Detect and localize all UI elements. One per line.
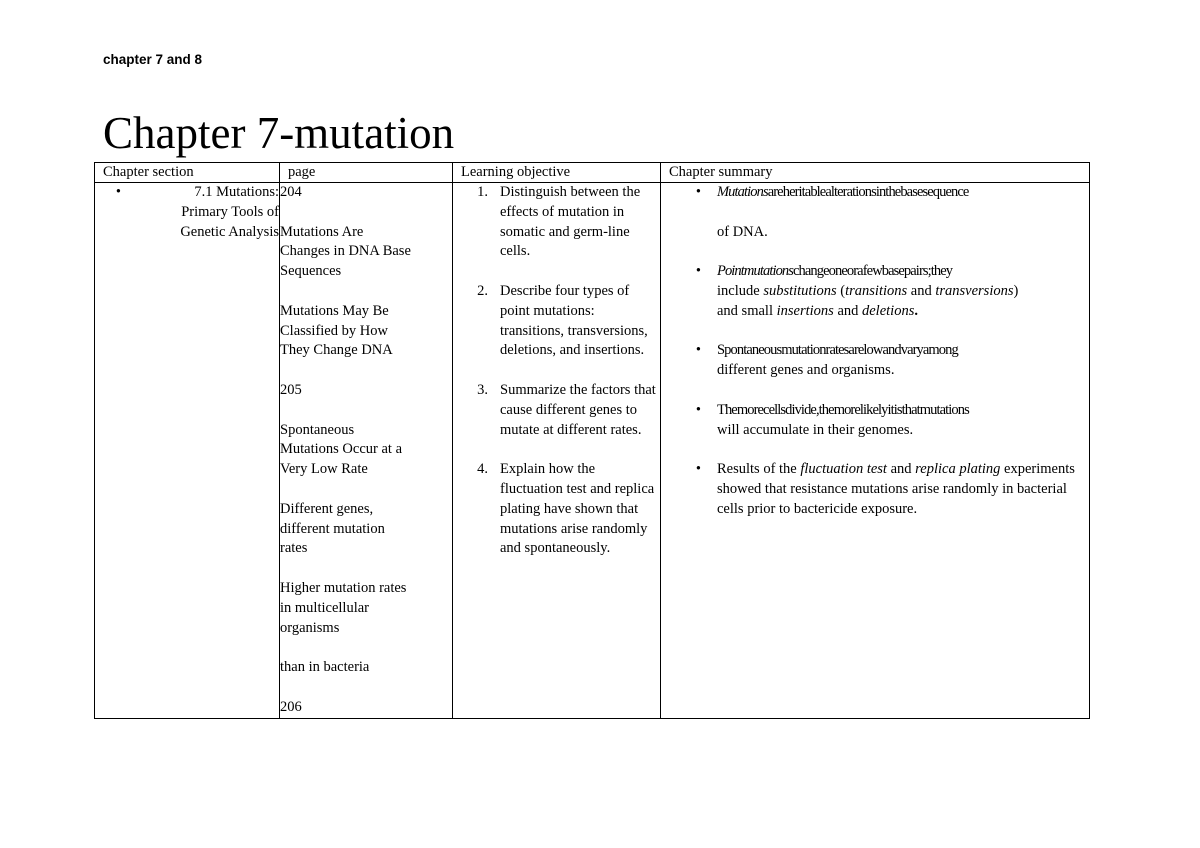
page-line: Classified by How bbox=[280, 322, 388, 339]
summary-text: and bbox=[907, 282, 936, 299]
summary-term: insertions bbox=[776, 302, 834, 319]
objective-text: Explain how the fluctuation test and replica plating have shown that mutations arise randomly and spontaneously. bbox=[500, 461, 655, 557]
bullet-icon: • bbox=[695, 342, 701, 359]
summary-item bbox=[661, 341, 1089, 381]
column-header-section: Chapter section bbox=[95, 163, 280, 183]
summary-text: Results of the bbox=[717, 461, 801, 478]
summary-text: and bbox=[886, 461, 916, 478]
section-line: Genetic Analysis bbox=[180, 223, 279, 240]
chapter-table bbox=[94, 162, 1090, 719]
summary-item bbox=[661, 262, 1089, 321]
summary-text: Spontaneousmutationratesarelowandvaryamong bbox=[717, 342, 958, 359]
column-header-objective: Learning objective bbox=[453, 163, 661, 183]
summary-cell bbox=[661, 183, 1090, 719]
bullet-icon: • bbox=[695, 184, 701, 200]
page-line: Mutations Are bbox=[280, 223, 364, 240]
page-line: Mutations May Be bbox=[280, 302, 389, 319]
objective-item bbox=[453, 460, 660, 559]
summary-term: Pointmutations bbox=[717, 263, 794, 280]
objective-text: Describe four types of point mutations: transitions, transversions, deletions, and insertions. bbox=[500, 282, 648, 359]
page-line: Sequences bbox=[280, 263, 342, 280]
summary-text: . bbox=[914, 302, 918, 319]
table-header-row bbox=[95, 163, 1090, 183]
summary-text: of DNA. bbox=[717, 223, 768, 240]
summary-text: and small bbox=[717, 302, 777, 319]
summary-term: transitions bbox=[845, 282, 908, 299]
page-line: Spontaneous bbox=[280, 421, 355, 438]
page-cell bbox=[280, 183, 453, 719]
section-line: 7.1 Mutations: bbox=[194, 184, 279, 200]
summary-term: deletions bbox=[862, 302, 915, 319]
objective-text: Summarize the factors that cause different genes to mutate at different rates. bbox=[500, 381, 656, 438]
section-bullet-item bbox=[95, 183, 279, 242]
objective-item bbox=[453, 282, 660, 361]
objective-text: Distinguish between the effects of mutation in somatic and germ-line cells. bbox=[500, 184, 641, 260]
summary-item bbox=[661, 401, 1089, 441]
section-line: Primary Tools of bbox=[181, 203, 279, 220]
summary-item bbox=[661, 183, 1089, 242]
page-line: organisms bbox=[280, 619, 340, 636]
bullet-icon: • bbox=[695, 461, 701, 478]
objective-item bbox=[453, 381, 660, 440]
page-title: Chapter 7-mutation bbox=[103, 108, 455, 158]
summary-text: different genes and organisms. bbox=[717, 362, 895, 379]
summary-term: replica plating bbox=[915, 461, 1001, 478]
column-header-page: page bbox=[280, 163, 453, 183]
page-line: rates bbox=[280, 540, 308, 557]
page-line: 206 bbox=[280, 698, 302, 715]
page-line: Mutations Occur at a bbox=[280, 441, 403, 458]
page-line: 204 bbox=[280, 184, 302, 200]
page-line: Different genes, bbox=[280, 500, 374, 517]
page-line: They Change DNA bbox=[280, 342, 393, 359]
page-line: Changes in DNA Base bbox=[280, 243, 411, 260]
summary-text: ( bbox=[836, 282, 846, 299]
objective-number: 2. bbox=[477, 282, 488, 299]
summary-text: ) bbox=[1013, 282, 1019, 299]
summary-text: include bbox=[717, 282, 764, 299]
summary-text: will accumulate in their genomes. bbox=[717, 421, 914, 438]
summary-text: and bbox=[833, 302, 862, 319]
page-line: 205 bbox=[280, 381, 302, 398]
summary-text: Themorecellsdivide,themorelikelyitisthatmutations bbox=[717, 401, 969, 418]
objective-number: 1. bbox=[477, 184, 488, 200]
page-line: in multicellular bbox=[280, 599, 369, 616]
summary-item bbox=[661, 460, 1089, 519]
objective-item bbox=[453, 183, 660, 262]
section-cell bbox=[95, 183, 280, 719]
objective-cell bbox=[453, 183, 661, 719]
summary-term: Mutations bbox=[717, 184, 768, 200]
page-line: Very Low Rate bbox=[280, 461, 368, 478]
summary-term: transversions bbox=[935, 282, 1014, 299]
summary-text: changeoneorafewbasepairs;they bbox=[793, 263, 953, 280]
bullet-icon: • bbox=[115, 184, 121, 200]
summary-term: substitutions bbox=[763, 282, 837, 299]
bullet-icon: • bbox=[695, 401, 701, 418]
summary-text: areheritablealterationsinthebasesequence bbox=[767, 184, 969, 200]
page-line: Higher mutation rates bbox=[280, 579, 407, 596]
bullet-icon: • bbox=[695, 263, 701, 280]
summary-text: experiments showed that resistance mutations arise randomly in bacterial cells prior to bactericide exposure. bbox=[717, 461, 1075, 517]
page-line: than in bacteria bbox=[280, 659, 370, 676]
table-row bbox=[95, 183, 1090, 719]
page-header: chapter 7 and 8 bbox=[103, 52, 203, 67]
objective-number: 4. bbox=[477, 461, 488, 478]
summary-term: fluctuation test bbox=[800, 461, 887, 478]
objective-number: 3. bbox=[477, 381, 488, 398]
column-header-summary: Chapter summary bbox=[661, 163, 1090, 183]
page-line: different mutation bbox=[280, 520, 385, 537]
